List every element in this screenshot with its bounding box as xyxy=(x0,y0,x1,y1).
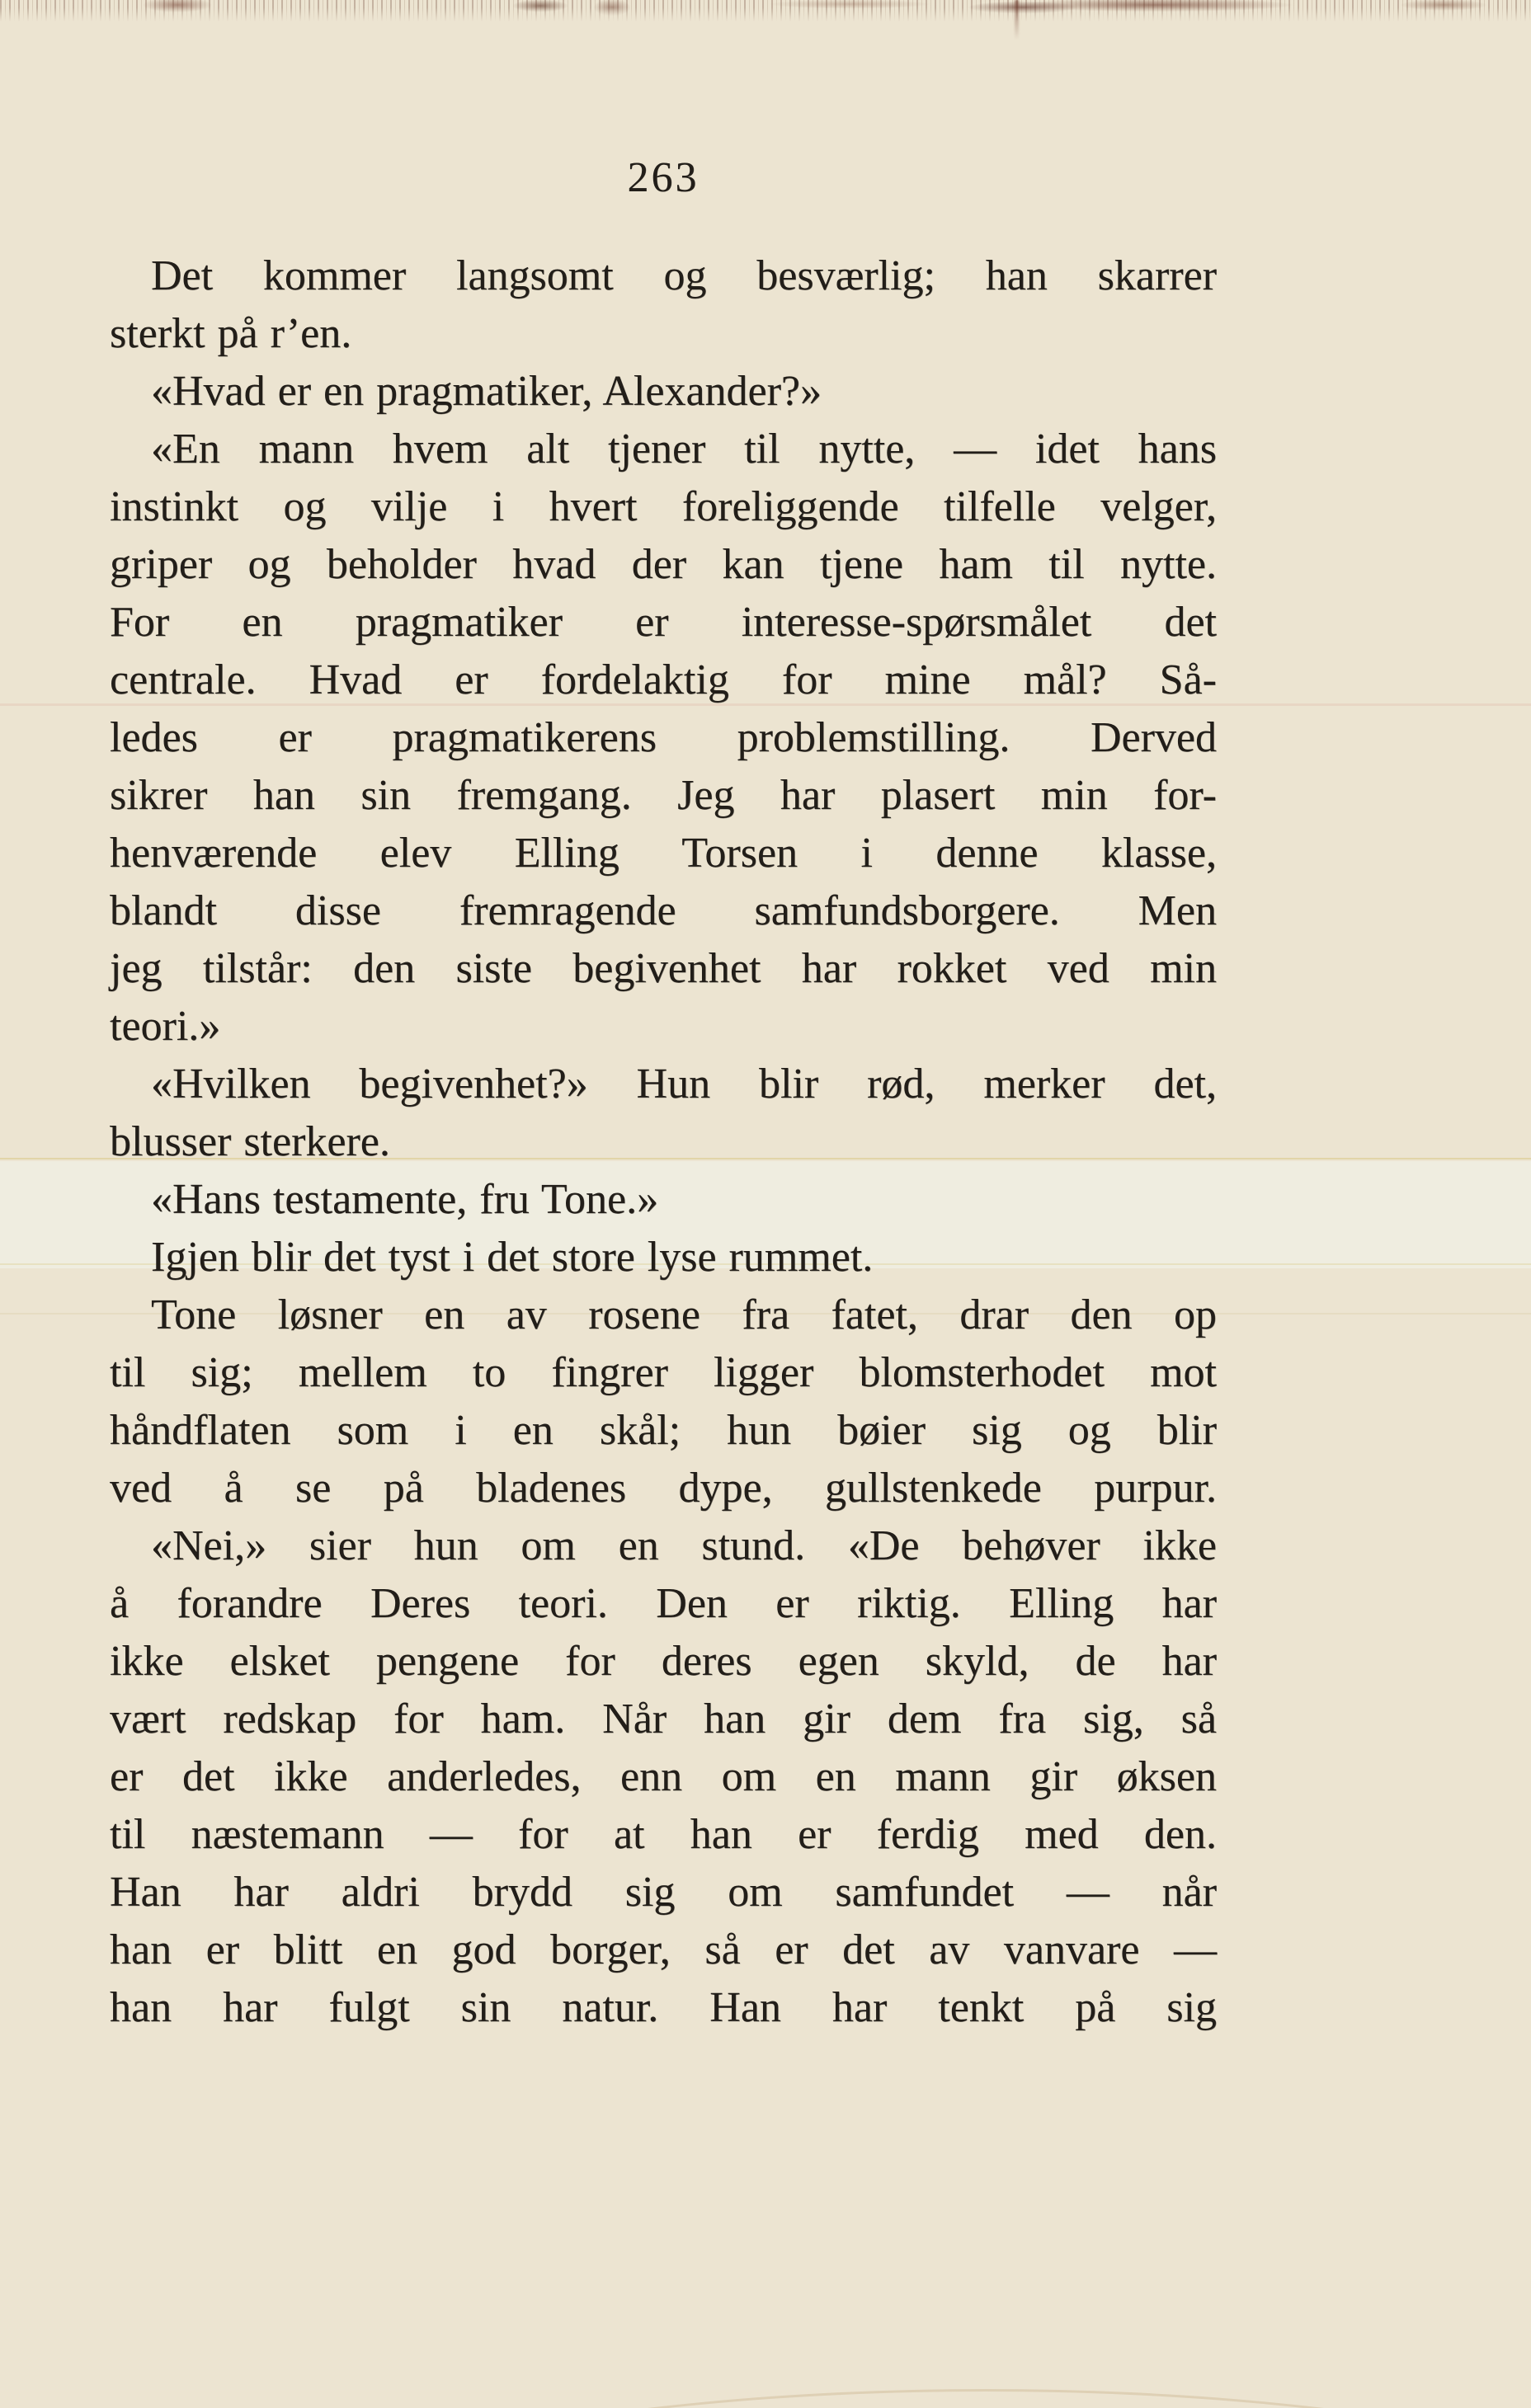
text-line: «En mann hvem alt tjener til nytte, — idet hans xyxy=(151,426,1217,473)
text-line: For en pragmatiker er interesse-spørsmålet det xyxy=(110,599,1217,646)
text-line: er det ikke anderledes, enn om en mann gir øksen xyxy=(110,1753,1217,1800)
text-line: sterkt på r’en. xyxy=(110,310,352,357)
text-line: centrale. Hvad er fordelaktig for mine mål? Så- xyxy=(110,656,1217,703)
text-line: å forandre Deres teori. Den er riktig. Elling har xyxy=(110,1580,1217,1627)
text-line: jeg tilstår: den siste begivenhet har rokket ved min xyxy=(110,945,1217,992)
page-edge-hatch xyxy=(0,0,1531,23)
text-line: blusser sterkere. xyxy=(110,1118,390,1165)
text-line: sikrer han sin fremgang. Jeg har plasert min for- xyxy=(110,772,1217,819)
text-line: «Nei,» sier hun om en stund. «De behøver ikke xyxy=(151,1522,1217,1569)
text-line: henværende elev Elling Torsen i denne klasse, xyxy=(110,830,1217,877)
text-line: håndflaten som i en skål; hun bøier sig og blir xyxy=(110,1407,1217,1454)
text-line: «Hvilken begivenhet?» Hun blir rød, merker det, xyxy=(151,1061,1217,1108)
text-line: teori.» xyxy=(110,1003,221,1050)
text-line: instinkt og vilje i hvert foreliggende tilfelle velger, xyxy=(110,483,1217,530)
text-line: Det kommer langsomt og besværlig; han skarrer xyxy=(151,252,1217,299)
text-line: vært redskap for ham. Når han gir dem fra sig, så xyxy=(110,1695,1217,1743)
text-line: «Hans testamente, fru Tone.» xyxy=(151,1176,659,1223)
page-number: 263 xyxy=(627,154,700,201)
text-line: Igjen blir det tyst i det store lyse rummet. xyxy=(151,1234,874,1281)
text-line: Tone løsner en av rosene fra fatet, drar den op xyxy=(151,1291,1217,1338)
text-line: til sig; mellem to fingrer ligger blomsterhodet mot xyxy=(110,1349,1217,1396)
page-edge-mark xyxy=(1015,0,1019,40)
text-line: blandt disse fremragende samfundsborgere. Men xyxy=(110,887,1217,934)
text-line: ikke elsket pengene for deres egen skyld, de har xyxy=(110,1638,1217,1685)
text-line: Han har aldri brydd sig om samfundet — når xyxy=(110,1869,1217,1916)
text-line: ved å se på bladenes dype, gullstenkede purpur. xyxy=(110,1465,1217,1512)
text-line: «Hvad er en pragmatiker, Alexander?» xyxy=(151,368,822,415)
body-text xyxy=(110,247,1217,2037)
text-line: griper og beholder hvad der kan tjene ham til nytte. xyxy=(110,541,1217,588)
text-line: ledes er pragmatikerens problemstilling. Derved xyxy=(110,714,1217,761)
text-line: han har fulgt sin natur. Han har tenkt på sig xyxy=(110,1984,1217,2031)
text-line: til næstemann — for at han er ferdig med den. xyxy=(110,1811,1217,1858)
text-line: han er blitt en god borger, så er det av vanvare — xyxy=(110,1926,1217,1973)
